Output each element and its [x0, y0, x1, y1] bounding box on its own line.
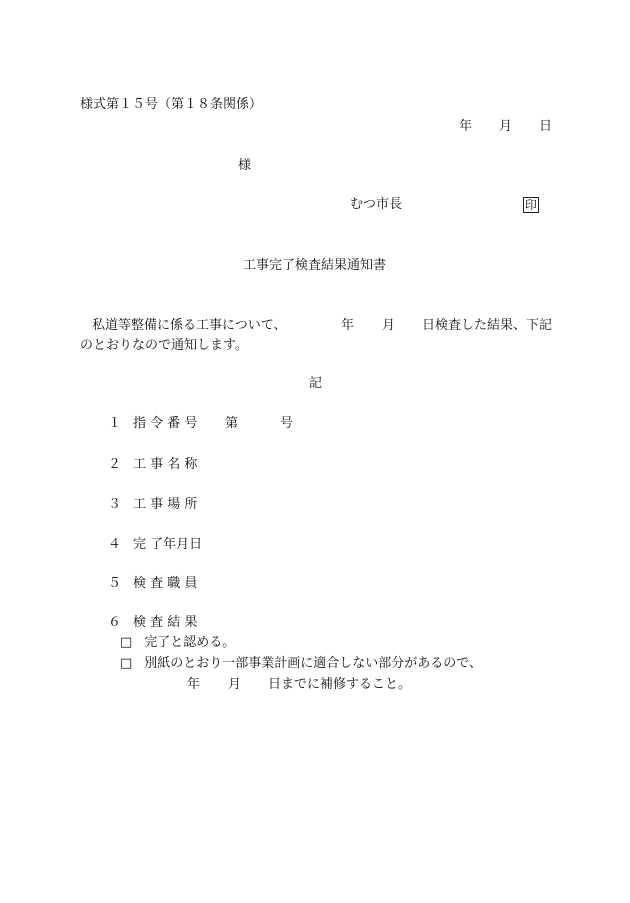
item-extra-dai: 第	[225, 416, 239, 431]
date-year-label: 年	[459, 119, 473, 134]
body-year-label: 年	[341, 318, 355, 333]
item-number: ２	[108, 457, 122, 472]
date-day-label: 日	[539, 119, 553, 134]
addressee-suffix: 様	[238, 158, 252, 173]
date-month-label: 月	[499, 119, 513, 134]
item-label: 完 了年月日	[133, 537, 203, 552]
body-line1-prefix: 私道等整備に係る工事について、	[92, 318, 287, 333]
item-label: 工 事 場 所	[133, 497, 198, 512]
result-option-label: 別紙のとおり一部事業計画に適合しない部分があるので、	[144, 656, 483, 671]
document-title: 工事完了検査結果通知書	[243, 258, 387, 273]
item-label: 検 査 結 果	[133, 615, 198, 630]
result-option-label: 完了と認める。	[144, 635, 236, 650]
deadline-month-label: 月	[228, 677, 242, 692]
result-option-repair	[120, 656, 482, 672]
body-line1-suffix: 日検査した結果、下記	[422, 318, 553, 333]
item-number: ３	[108, 497, 122, 512]
deadline-year-label: 年	[187, 677, 201, 692]
seal-mark	[523, 197, 539, 214]
body-month-label: 月	[382, 318, 396, 333]
issuer-name: むつ市長	[350, 197, 403, 212]
checkbox-icon: □	[120, 656, 133, 671]
item-label: 検 査 職 員	[133, 576, 198, 591]
form-number: 様式第１５号（第１８条関係）	[80, 97, 263, 112]
item-label: 指 令 番 号	[133, 416, 198, 431]
item-number: １	[108, 416, 122, 431]
item-label: 工 事 名 称	[133, 457, 198, 472]
item-number: ４	[108, 537, 122, 552]
item-extra-go: 号	[280, 416, 294, 431]
ki-heading: 記	[309, 376, 323, 391]
item-number: ６	[108, 615, 122, 630]
item-number: ５	[108, 576, 122, 591]
deadline-suffix: 日までに補修すること。	[268, 677, 412, 692]
body-line2: のとおりなので通知します。	[80, 338, 248, 353]
seal-label: 印	[525, 198, 538, 212]
result-option-approve	[120, 635, 235, 651]
checkbox-icon: □	[120, 635, 133, 650]
